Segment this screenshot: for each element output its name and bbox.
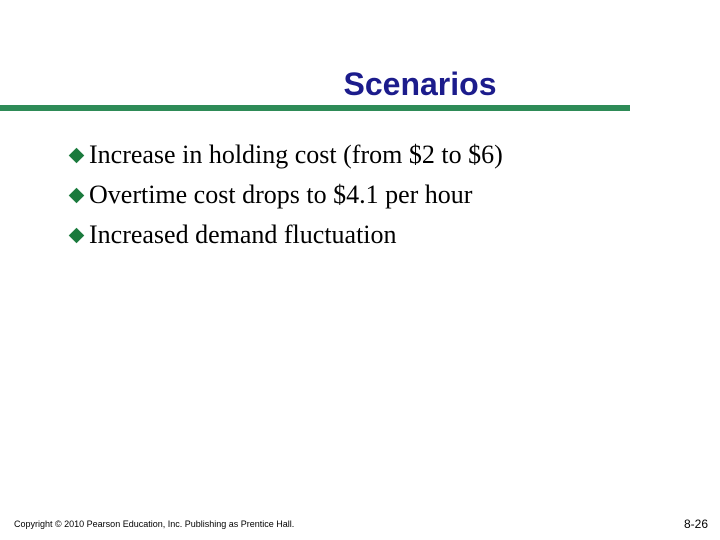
bullet-item — [68, 215, 503, 255]
bullet-text: Overtime cost drops to $4.1 per hour — [89, 180, 473, 209]
slide-title: Scenarios — [343, 66, 497, 102]
copyright-footer: Copyright © 2010 Pearson Education, Inc. Publishing as Prentice Hall. — [14, 519, 295, 529]
bullet-item — [68, 135, 503, 175]
diamond-bullet-icon — [69, 187, 85, 203]
bullet-item — [68, 175, 503, 215]
diamond-bullet-icon — [69, 227, 85, 243]
bullet-text: Increased demand fluctuation — [89, 220, 397, 249]
page-number: 8-26 — [683, 517, 708, 531]
title-divider — [0, 105, 630, 111]
diamond-bullet-icon — [69, 147, 85, 163]
bullet-text: Increase in holding cost (from $2 to $6) — [89, 140, 503, 169]
bullet-list — [68, 135, 503, 255]
